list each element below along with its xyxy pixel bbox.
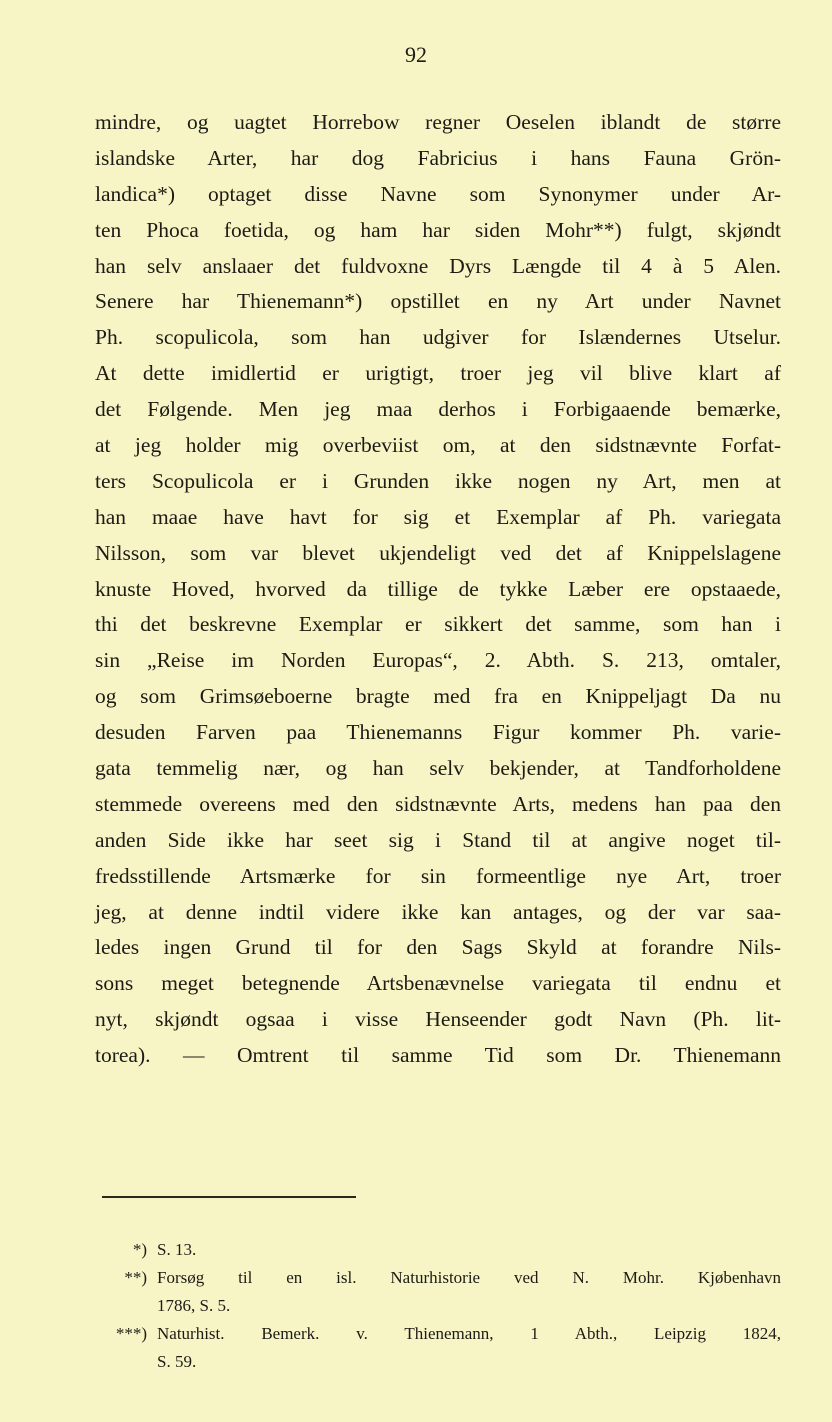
footnote xyxy=(95,1264,781,1320)
footnote-divider xyxy=(102,1196,356,1198)
text-line: stemmede overeens med den sidstnævnte Arts, medens han paa den xyxy=(95,791,781,816)
text-line: thi det beskrevne Exemplar er sikkert det samme, som han i xyxy=(95,612,781,637)
footnote-mark: *) xyxy=(132,1240,147,1259)
text-line: landica*) optaget disse Navne som Synonymer under Ar- xyxy=(95,181,781,206)
footnotes xyxy=(95,1236,781,1376)
body-text xyxy=(95,104,781,1073)
footnote-mark: **) xyxy=(124,1268,147,1287)
text-line: sin „Reise im Norden Europas“, 2. Abth. S. 213, omtaler, xyxy=(95,648,781,673)
text-line: Nilsson, som var blevet ukjendeligt ved det af Knippelslagene xyxy=(95,540,781,565)
text-line: og som Grimsøeboerne bragte med fra en Knippeljagt Da nu xyxy=(95,684,781,709)
text-line: sons meget betegnende Artsbenævnelse variegata til endnu et xyxy=(95,971,781,996)
text-line: det Følgende. Men jeg maa derhos i Forbigaaende bemærke, xyxy=(95,397,781,422)
page-number: 92 xyxy=(405,42,427,67)
footnote-text: 1786, S. 5. xyxy=(157,1296,231,1315)
text-line: at jeg holder mig overbeviist om, at den sidstnævnte Forfat- xyxy=(95,433,781,458)
footnote-text: S. 59. xyxy=(157,1352,197,1371)
text-line: islandske Arter, har dog Fabricius i hans Fauna Grön- xyxy=(95,145,781,170)
text-line: gata temmelig nær, og han selv bekjender, at Tandforholdene xyxy=(95,756,781,781)
footnote-mark: ***) xyxy=(115,1324,147,1343)
text-line: jeg, at denne indtil videre ikke kan antages, og der var saa- xyxy=(95,899,781,924)
text-line: ledes ingen Grund til for den Sags Skyld at forandre Nils- xyxy=(95,935,781,960)
footnote-text: Forsøg til en isl. Naturhistorie ved N. Mohr. Kjøbenhavn xyxy=(157,1268,781,1287)
text-line: desuden Farven paa Thienemanns Figur kommer Ph. varie- xyxy=(95,720,781,745)
text-line: nyt, skjøndt ogsaa i visse Henseender godt Navn (Ph. lit- xyxy=(95,1007,781,1032)
footnote xyxy=(95,1320,781,1376)
text-line: torea). — Omtrent til samme Tid som Dr. Thienemann xyxy=(95,1043,781,1068)
text-line: ten Phoca foetida, og ham har siden Mohr**) fulgt, skjøndt xyxy=(95,217,781,242)
text-line: Ph. scopulicola, som han udgiver for Islændernes Utselur. xyxy=(95,325,781,350)
text-line: han maae have havt for sig et Exemplar af Ph. variegata xyxy=(95,504,781,529)
text-line: ters Scopulicola er i Grunden ikke nogen ny Art, men at xyxy=(95,468,781,493)
footnote xyxy=(95,1236,781,1264)
text-line: fredsstillende Artsmærke for sin formeentlige nye Art, troer xyxy=(95,863,781,888)
footnote-text: Naturhist. Bemerk. v. Thienemann, 1 Abth., Leipzig 1824, xyxy=(157,1324,781,1343)
footnote-text: S. 13. xyxy=(157,1240,197,1259)
text-line: mindre, og uagtet Horrebow regner Oeselen iblandt de større xyxy=(95,110,781,134)
text-line: At dette imidlertid er urigtigt, troer jeg vil blive klart af xyxy=(95,361,781,386)
text-line: Senere har Thienemann*) opstillet en ny Art under Navnet xyxy=(95,289,781,314)
text-line: han selv anslaaer det fuldvoxne Dyrs Længde til 4 à 5 Alen. xyxy=(95,253,781,278)
text-line: anden Side ikke har seet sig i Stand til at angive noget til- xyxy=(95,827,781,852)
text-line: knuste Hoved, hvorved da tillige de tykke Læber ere opstaaede, xyxy=(95,576,781,601)
